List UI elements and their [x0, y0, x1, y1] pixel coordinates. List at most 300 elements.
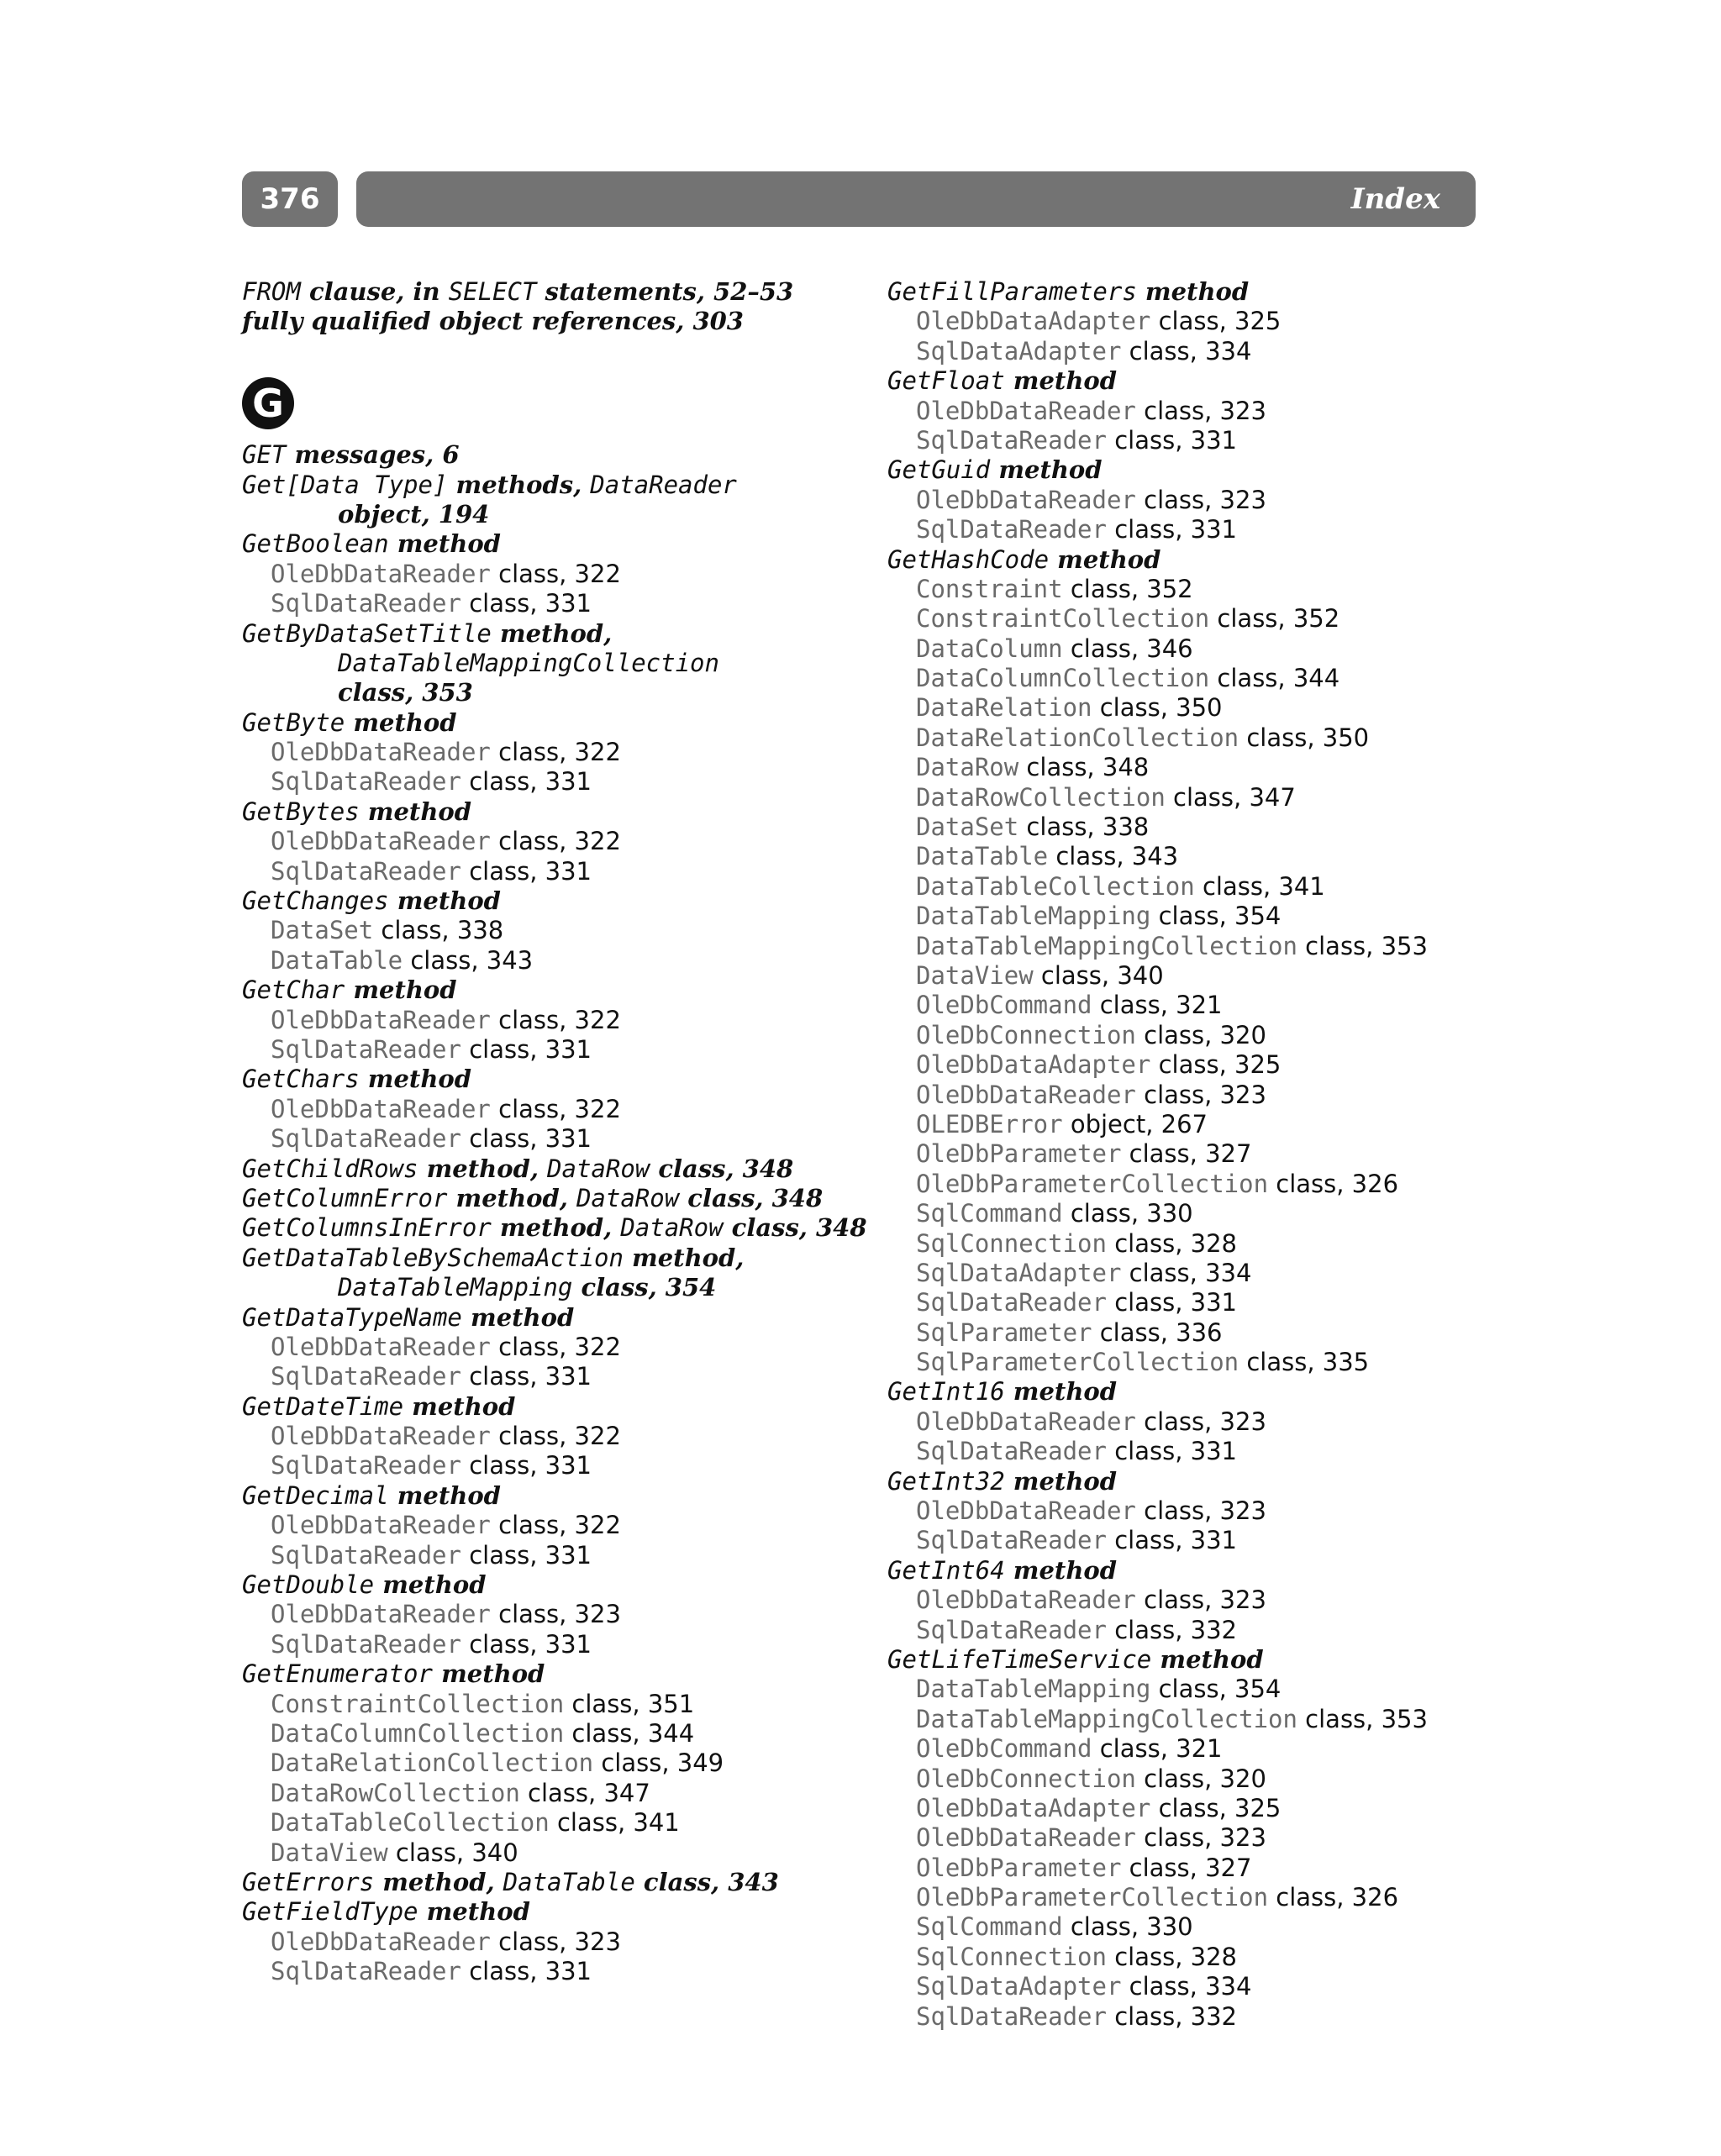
entry-text: class, 343 [403, 945, 534, 975]
running-header [356, 171, 1476, 227]
entry-text: class, 323 [1135, 1080, 1266, 1109]
code-term: DataTableMapping [916, 1675, 1151, 1704]
code-term: OleDbParameter [916, 1139, 1122, 1169]
index-entry-continuation [242, 500, 864, 529]
section-title: Index [1350, 182, 1440, 216]
code-term: GetChildRows [242, 1154, 418, 1183]
entry-text: class, 323 [1135, 1407, 1266, 1436]
index-subentry [887, 426, 1509, 455]
entry-text: method [1136, 277, 1250, 306]
entry-text: class, 321 [1092, 991, 1223, 1020]
code-term: GetByte [242, 707, 345, 737]
index-subentry [242, 1333, 864, 1362]
entry-text: class, 323 [1135, 1823, 1266, 1853]
index-subentry [887, 1259, 1509, 1288]
entry-text: class, 326 [1268, 1169, 1399, 1198]
index-subentry [887, 723, 1509, 753]
entry-text: class, 323 [490, 1927, 621, 1956]
entry-text: method [1151, 1644, 1264, 1674]
index-subentry [242, 1927, 864, 1957]
entry-text: object, 267 [1062, 1109, 1208, 1138]
index-entry [242, 886, 864, 916]
index-subentry [887, 1854, 1509, 1883]
code-term: OleDbDataReader [271, 827, 491, 856]
letter-heading-icon: G [242, 377, 294, 429]
page-number: 376 [242, 171, 338, 227]
code-term: OleDbDataReader [916, 485, 1136, 514]
entry-text: class, 331 [461, 1451, 592, 1480]
index-subentry [887, 753, 1509, 782]
entry-text: class, 347 [519, 1778, 650, 1807]
entry-text: class, 323 [490, 1600, 621, 1629]
index-subentry [887, 961, 1509, 991]
entry-text: class, 331 [1106, 1437, 1237, 1466]
code-term: OleDbDataReader [271, 1511, 491, 1540]
entry-text: class, 327 [1121, 1139, 1252, 1169]
index-subentry [887, 1229, 1509, 1259]
index-subentry [887, 1794, 1509, 1823]
code-term: SqlDataReader [916, 1615, 1107, 1644]
entry-text: class, 330 [1062, 1912, 1193, 1942]
entry-text: class, 348 [679, 1183, 824, 1212]
entry-text: class, 347 [1165, 782, 1296, 812]
entry-text: class, 338 [1018, 812, 1150, 842]
entry-text: method [1004, 1555, 1118, 1585]
index-subentry [887, 1288, 1509, 1317]
entry-text: class, 344 [1209, 664, 1340, 693]
index-entry [887, 1556, 1509, 1585]
entry-text: class, 321 [1092, 1734, 1223, 1764]
entry-text: class, 352 [1209, 604, 1340, 634]
entry-text: class, 332 [1106, 1615, 1237, 1644]
code-term: DataColumn [916, 634, 1063, 663]
entry-text: class, 322 [490, 1332, 621, 1361]
index-subentry [887, 1407, 1509, 1437]
index-subentry [887, 2002, 1509, 2032]
index-subentry [242, 1838, 864, 1868]
entry-text: method [418, 1897, 530, 1927]
entry-text: method [1004, 366, 1118, 396]
index-entry [242, 619, 864, 649]
code-term: Get[Data Type] [242, 470, 448, 499]
index-subentry [887, 1705, 1509, 1734]
code-term: DataRelation [916, 693, 1092, 723]
code-term: OleDbConnection [916, 1764, 1136, 1793]
code-term: OleDbDataReader [916, 1080, 1136, 1109]
index-subentry [887, 604, 1509, 634]
code-term: SqlDataReader [271, 767, 461, 797]
code-term: DataSet [271, 916, 374, 945]
entry-text: class, 340 [1033, 960, 1164, 990]
code-term: SqlDataReader [271, 1362, 461, 1391]
code-term: SqlDataReader [271, 1957, 461, 1986]
index-subentry [242, 560, 864, 589]
entry-text: class, 353 [338, 678, 473, 707]
index-subentry [887, 1734, 1509, 1764]
code-term: GetBoolean [242, 529, 389, 559]
code-term: GetChar [242, 975, 345, 1005]
index-subentry [242, 1422, 864, 1451]
index-subentry [887, 872, 1509, 902]
index-entry [242, 1303, 864, 1333]
entry-text: clause, in [300, 277, 449, 306]
code-term: GetEnumerator [242, 1659, 433, 1689]
entry-text: class, 354 [1150, 902, 1282, 931]
index-subentry [242, 916, 864, 945]
index-entry [242, 440, 864, 470]
entry-text: class, 350 [1239, 723, 1370, 752]
code-term: DataRow [547, 1154, 650, 1183]
entry-text: method [388, 1480, 501, 1510]
entry-text: class, 354 [572, 1273, 717, 1302]
code-term: GetErrors [242, 1867, 375, 1896]
code-term: DataRowCollection [916, 782, 1166, 812]
entry-text: method [388, 529, 501, 559]
index-entry [242, 975, 864, 1005]
entry-text: class, 320 [1135, 1764, 1266, 1793]
entry-text: method, [447, 1183, 576, 1212]
entry-text: class, 325 [1150, 1050, 1282, 1080]
index-subentry [242, 1690, 864, 1719]
entry-text: method [403, 1391, 516, 1421]
index-subentry [887, 634, 1509, 664]
code-term: SqlDataReader [271, 1034, 461, 1064]
index-subentry [242, 1451, 864, 1480]
entry-text: class, 331 [461, 1540, 592, 1570]
entry-text: method [359, 1065, 472, 1094]
code-term: SqlDataReader [916, 2001, 1107, 2031]
code-term: SqlDataReader [271, 589, 461, 618]
index-entry-continuation [242, 1273, 864, 1302]
index-subentry [887, 1437, 1509, 1466]
code-term: DataTableCollection [271, 1808, 550, 1838]
entry-text: class, 353 [1297, 931, 1428, 960]
letter-heading [242, 366, 864, 440]
code-term: DataTable [503, 1867, 635, 1896]
index-entry [887, 545, 1509, 575]
code-term: OleDbDataReader [271, 559, 491, 588]
index-column-right [887, 277, 1509, 2032]
entry-text: class, 331 [1106, 1526, 1237, 1555]
entry-text: fully qualified object references, 303 [242, 307, 744, 336]
entry-text: method [374, 1570, 487, 1600]
code-term: GetGuid [887, 455, 991, 485]
index-subentry [887, 1675, 1509, 1704]
code-term: GetColumnsInError [242, 1213, 492, 1243]
code-term: SqlDataAdapter [916, 336, 1122, 365]
code-term: DataTable [916, 842, 1049, 871]
entry-text: class, 354 [1150, 1675, 1282, 1704]
entry-text: method [1004, 1466, 1118, 1496]
index-subentry [887, 1616, 1509, 1645]
index-subentry [887, 1110, 1509, 1139]
entry-text: method [1049, 544, 1161, 574]
index-column-left [242, 277, 867, 1986]
index-entry [242, 1481, 864, 1511]
index-entry [242, 277, 864, 307]
index-subentry [887, 575, 1509, 604]
entry-text: class, 331 [461, 1362, 592, 1391]
entry-text: class, 341 [1194, 871, 1325, 901]
entry-text: class, 352 [1062, 574, 1193, 603]
code-term: SqlDataReader [916, 1526, 1107, 1555]
code-term: DataRow [916, 753, 1019, 782]
index-subentry [887, 1883, 1509, 1912]
code-term: ConstraintCollection [916, 604, 1210, 634]
index-subentry [887, 486, 1509, 515]
index-subentry [242, 1600, 864, 1629]
entry-text: class, 322 [490, 1422, 621, 1451]
index-subentry [887, 1318, 1509, 1348]
index-entry [242, 1154, 864, 1184]
entry-text: class, 332 [1106, 2001, 1237, 2031]
code-term: SqlDataReader [271, 1451, 461, 1480]
index-subentry [242, 1362, 864, 1391]
entry-text: method, [623, 1243, 745, 1272]
code-term: OleDbDataReader [271, 1600, 491, 1629]
code-term: OleDbDataAdapter [916, 307, 1151, 336]
code-term: OleDbDataAdapter [916, 1050, 1151, 1080]
entry-text: object, 194 [338, 499, 490, 528]
code-term: GetInt32 [887, 1466, 1005, 1496]
entry-text: class, 346 [1062, 634, 1193, 663]
index-subentry [887, 1585, 1509, 1615]
entry-text: class, 327 [1121, 1853, 1252, 1882]
entry-text: class, 320 [1135, 1020, 1266, 1049]
index-entry [887, 1377, 1509, 1407]
index-subentry [887, 991, 1509, 1020]
index-subentry [887, 515, 1509, 544]
index-subentry [242, 1124, 864, 1154]
index-entry [242, 1897, 864, 1927]
entry-text: class, 331 [1106, 425, 1237, 455]
entry-text: class, 334 [1121, 1258, 1252, 1287]
entry-text: class, 350 [1092, 693, 1223, 723]
entry-text: statements, 52–53 [536, 277, 794, 306]
code-term: SqlDataReader [271, 856, 461, 886]
entry-text: class, 335 [1239, 1348, 1370, 1377]
code-term: DataSet [916, 812, 1019, 842]
entry-text: class, 322 [490, 1511, 621, 1540]
entry-text: class, 323 [1135, 485, 1266, 514]
code-term: SqlParameter [916, 1317, 1092, 1347]
code-term: DataTableMapping [338, 1273, 573, 1302]
entry-text: class, 328 [1106, 1228, 1237, 1258]
entry-text: class, 341 [549, 1808, 680, 1838]
index-subentry [242, 1808, 864, 1838]
code-term: SqlDataReader [271, 1124, 461, 1154]
section-gap [242, 337, 864, 366]
index-subentry [887, 1526, 1509, 1555]
entry-text: class, 325 [1150, 1793, 1282, 1822]
entry-text: class, 331 [1106, 1288, 1237, 1317]
index-subentry [887, 1139, 1509, 1169]
index-subentry [242, 857, 864, 886]
code-term: FROM [242, 277, 301, 306]
index-subentry [887, 337, 1509, 366]
code-term: OleDbDataReader [916, 1407, 1136, 1436]
code-term: GetFillParameters [887, 277, 1137, 306]
code-term: OleDbCommand [916, 991, 1092, 1020]
index-subentry [242, 738, 864, 767]
index-entry [887, 277, 1509, 307]
code-term: ConstraintCollection [271, 1689, 565, 1718]
entry-text: class, 331 [461, 767, 592, 797]
code-term: OleDbParameterCollection [916, 1883, 1269, 1912]
code-term: SqlDataReader [271, 1540, 461, 1570]
index-subentry [242, 589, 864, 618]
code-term: SqlDataReader [916, 1437, 1107, 1466]
code-term: GetHashCode [887, 544, 1050, 574]
entry-text: method [990, 455, 1103, 485]
index-subentry [887, 1050, 1509, 1080]
index-subentry [242, 1511, 864, 1540]
entry-text: class, 334 [1121, 336, 1252, 365]
index-entry [887, 455, 1509, 485]
code-term: SqlCommand [916, 1912, 1063, 1942]
entry-text: class, 336 [1092, 1317, 1223, 1347]
index-subentry [242, 1748, 864, 1778]
entry-text: class, 326 [1268, 1883, 1399, 1912]
entry-text: method [1004, 1377, 1118, 1407]
code-term: DataRow [620, 1213, 724, 1243]
index-entry [242, 1570, 864, 1600]
index-subentry [887, 1199, 1509, 1228]
index-entry [242, 708, 864, 738]
code-term: GetColumnError [242, 1183, 448, 1212]
entry-text: class, 349 [593, 1748, 724, 1778]
entry-text: class, 331 [461, 1034, 592, 1064]
index-subentry [887, 693, 1509, 723]
code-term: OLEDBError [916, 1109, 1063, 1138]
code-term: DataTable [271, 945, 403, 975]
index-entry [242, 1244, 864, 1273]
code-term: SqlConnection [916, 1228, 1107, 1258]
code-term: DataRelationCollection [916, 723, 1239, 752]
index-entry [242, 1659, 864, 1689]
code-term: DataTableMapping [916, 902, 1151, 931]
entry-text: class, 323 [1135, 1496, 1266, 1526]
code-term: SqlConnection [916, 1942, 1107, 1971]
entry-text: class, 330 [1062, 1199, 1193, 1228]
entry-text: method [345, 975, 457, 1005]
code-term: OleDbParameterCollection [916, 1169, 1269, 1198]
index-entry-continuation [242, 649, 864, 678]
code-term: DataTableMappingCollection [916, 1704, 1297, 1733]
entry-text: class, 340 [387, 1838, 518, 1867]
entry-text: class, 344 [564, 1718, 695, 1748]
entry-text: methods, [447, 470, 591, 499]
code-term: SqlCommand [916, 1199, 1063, 1228]
index-subentry [887, 1081, 1509, 1110]
entry-text: class, 322 [490, 1094, 621, 1123]
index-subentry [887, 932, 1509, 961]
entry-text: class, 331 [461, 1124, 592, 1154]
index-entry [242, 529, 864, 559]
code-term: GetByDataSetTitle [242, 618, 492, 648]
code-term: SqlDataAdapter [916, 1972, 1122, 2001]
code-term: OleDbCommand [916, 1734, 1092, 1764]
code-term: OleDbDataReader [271, 1094, 491, 1123]
code-term: GetFieldType [242, 1897, 418, 1927]
entry-text: class, 323 [1135, 396, 1266, 425]
entry-text: class, 331 [461, 1957, 592, 1986]
code-term: SqlDataReader [916, 1288, 1107, 1317]
entry-text: method [388, 886, 501, 916]
index-entry [242, 1392, 864, 1422]
entry-text: class, 322 [490, 559, 621, 588]
code-term: DataTableMappingCollection [916, 931, 1297, 960]
index-subentry [887, 1823, 1509, 1853]
entry-text: method, [374, 1867, 503, 1896]
entry-text: method [432, 1659, 545, 1689]
index-subentry [887, 842, 1509, 871]
entry-text: class, 322 [490, 827, 621, 856]
entry-text: class, 338 [373, 916, 504, 945]
entry-text: class, 331 [461, 856, 592, 886]
index-subentry [887, 664, 1509, 693]
code-term: OleDbDataAdapter [916, 1793, 1151, 1822]
entry-text: class, 348 [1018, 753, 1150, 782]
index-entry [887, 366, 1509, 396]
code-term: DataColumnCollection [916, 664, 1210, 693]
code-term: GetChanges [242, 886, 389, 916]
code-term: GetDouble [242, 1570, 375, 1600]
index-subentry [887, 812, 1509, 842]
entry-text: method, [491, 1213, 621, 1243]
index-subentry [242, 1957, 864, 1986]
index-subentry [887, 1170, 1509, 1199]
code-term: SELECT [448, 277, 537, 306]
entry-text: class, 331 [461, 589, 592, 618]
code-term: OleDbDataReader [271, 1005, 491, 1034]
code-term: Constraint [916, 574, 1063, 603]
index-subentry [242, 827, 864, 856]
entry-text: class, 328 [1106, 1942, 1237, 1971]
index-entry [242, 797, 864, 827]
entry-text: method [461, 1302, 575, 1332]
index-subentry [887, 1943, 1509, 1972]
index-subentry [887, 902, 1509, 931]
entry-text: method, [418, 1154, 548, 1183]
code-term: SqlDataReader [271, 1629, 461, 1659]
code-term: DataRow [576, 1183, 680, 1212]
entry-text: class, 331 [461, 1629, 592, 1659]
index-entry [887, 1645, 1509, 1675]
index-entry-continuation [242, 678, 864, 707]
code-term: GetFloat [887, 366, 1005, 396]
index-subentry [242, 1779, 864, 1808]
code-term: OleDbParameter [916, 1853, 1122, 1882]
code-term: OleDbDataReader [271, 1332, 491, 1361]
code-term: GetDecimal [242, 1480, 389, 1510]
entry-text: class, 334 [1121, 1972, 1252, 2001]
index-subentry [887, 1764, 1509, 1794]
code-term: OleDbDataReader [916, 1496, 1136, 1526]
index-subentry [887, 1912, 1509, 1942]
entry-text: messages, 6 [286, 440, 460, 470]
index-entry [242, 1184, 864, 1213]
code-term: SqlDataReader [916, 425, 1107, 455]
index-entry [242, 1868, 864, 1897]
index-subentry [242, 1006, 864, 1035]
code-term: DataReader [590, 470, 737, 499]
index-subentry [887, 397, 1509, 426]
entry-text: class, 353 [1297, 1704, 1428, 1733]
code-term: DataView [916, 960, 1034, 990]
code-term: OleDbDataReader [916, 1823, 1136, 1853]
index-subentry [887, 1972, 1509, 2001]
